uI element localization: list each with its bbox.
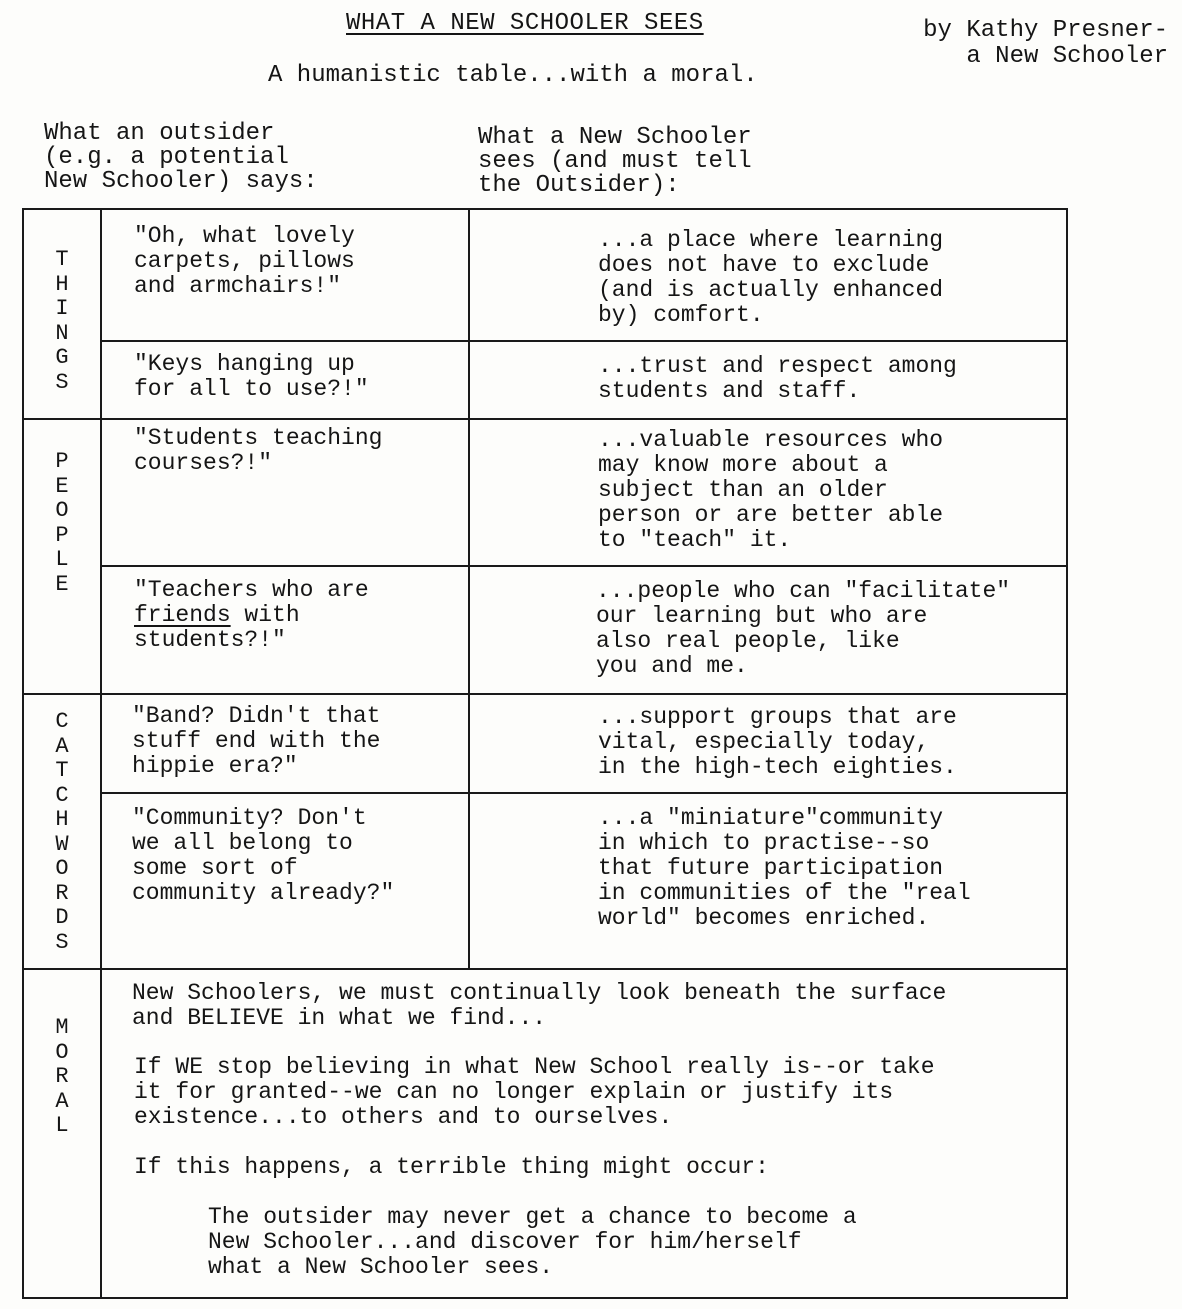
new-schooler-cell: ...people who can "facilitate" our learning but who are also real people, like you and me.: [596, 578, 1011, 679]
document-title: WHAT A NEW SCHOOLER SEES: [346, 10, 704, 37]
category-label-people: P E O P L E: [55, 449, 69, 597]
author-byline: by Kathy Presner- a New Schooler: [923, 17, 1168, 70]
moral-paragraph: If this happens, a terrible thing might occur:: [134, 1154, 769, 1180]
row-divider: [100, 565, 1066, 567]
outsider-cell: "Community? Don't we all belong to some sort of community already?": [132, 805, 395, 906]
moral-paragraph: New Schoolers, we must continually look beneath the surface and BELIEVE in what we find...: [132, 980, 947, 1031]
document-subtitle: A humanistic table...with a moral.: [268, 62, 758, 89]
outsider-cell-suffix: with students?!": [134, 602, 300, 653]
new-schooler-cell: ...valuable resources who may know more about a subject than an older person or are better able to "teach" it.: [598, 427, 944, 553]
outsider-cell: "Students teaching courses?!": [134, 425, 383, 476]
moral-paragraph-indented: The outsider may never get a chance to become a New Schooler...and discover for him/herself what a New Schooler sees.: [208, 1204, 857, 1280]
outsider-cell: "Band? Didn't that stuff end with the hippie era?": [132, 703, 381, 779]
category-label-things: T H I N G S: [55, 247, 69, 395]
column-header-new-schooler: What a New Schooler sees (and must tell the Outsider):: [478, 124, 752, 199]
category-divider: [100, 210, 102, 1297]
new-schooler-cell: ...support groups that are vital, especially today, in the high-tech eighties.: [598, 704, 957, 780]
column-header-outsider: What an outsider (e.g. a potential New Schooler) says:: [44, 120, 318, 195]
outsider-cell: "Keys hanging up for all to use?!": [134, 351, 369, 402]
column-divider: [468, 210, 470, 968]
row-divider: [100, 340, 1066, 342]
category-label-catchwords: C A T C H W O R D S: [55, 709, 69, 955]
row-divider: [100, 792, 1066, 794]
underlined-word-friends: friends: [134, 602, 231, 628]
outsider-cell-prefix: "Teachers who are: [134, 577, 369, 603]
new-schooler-cell: ...a place where learning does not have to exclude (and is actually enhanced by) comfort.: [598, 227, 944, 328]
category-divider-things-people: [24, 418, 1066, 420]
new-schooler-cell: ...trust and respect among students and staff.: [598, 353, 957, 404]
outsider-cell: [134, 578, 369, 653]
moral-paragraph: If WE stop believing in what New School really is--or take it for granted--we can no longer explain or justify its existence...to others and to ourselves.: [134, 1054, 935, 1130]
category-divider-people-catchwords: [24, 693, 1066, 695]
category-divider-catchwords-moral: [24, 968, 1066, 970]
humanistic-table: [22, 208, 1068, 1299]
category-label-moral: M O R A L: [55, 1015, 69, 1138]
new-schooler-cell: ...a "miniature"community in which to practise--so that future participation in communities of the "real world" becomes enriched.: [598, 805, 971, 931]
outsider-cell: "Oh, what lovely carpets, pillows and armchairs!": [134, 223, 355, 299]
